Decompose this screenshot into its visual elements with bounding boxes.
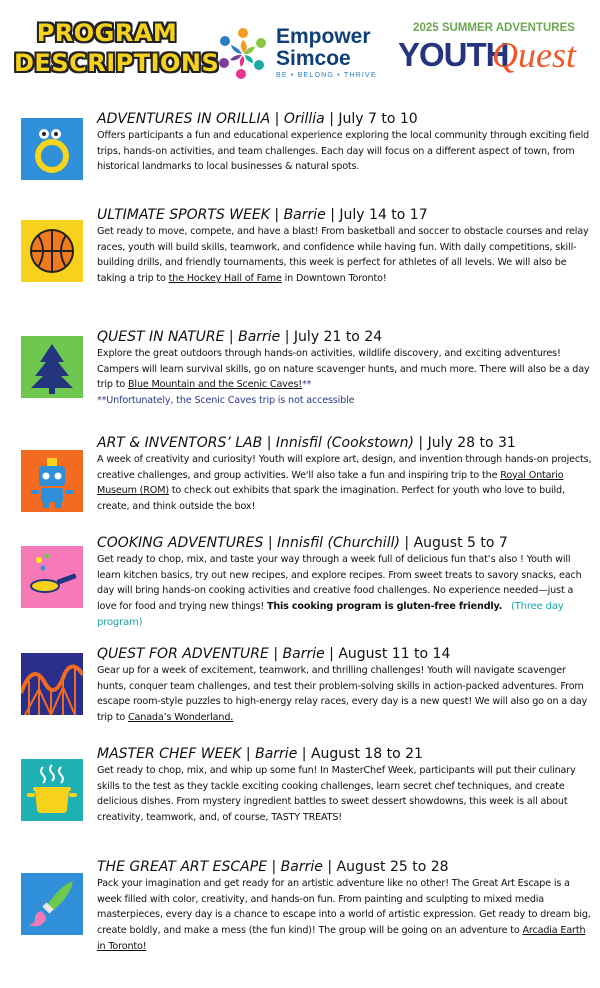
hockey-hall-link[interactable]: the Hockey Hall of Fame	[168, 273, 282, 285]
gluten-free-note: This cooking program is gluten-free friendly.	[266, 601, 503, 613]
program-description	[97, 128, 593, 175]
logo-name-line1: Empower	[276, 25, 371, 48]
program-location: Innisfil (Cookstown)	[275, 435, 414, 451]
program-description	[97, 224, 593, 287]
separator: |	[280, 329, 294, 345]
separator: |	[399, 535, 414, 551]
yq-subtitle: 2025 SUMMER ADVENTURES	[413, 22, 575, 34]
page-title	[14, 18, 220, 78]
program-title	[97, 328, 597, 346]
description-text: Gear up for a week of excitement, teamwork, and thrilling challenges! Youth will navigate scavenger hunts, conquer team challenges, and test their problem-solving skills in action-packed adventures. From escape room-style puzzles to high-energy relay races, every day is a new quest! We will also go on a day trip to	[97, 665, 588, 724]
robot-icon	[21, 450, 83, 512]
program-dates: July 28 to 31	[427, 435, 516, 451]
program-location: Innisfil (Churchill)	[277, 535, 400, 551]
program-name: ADVENTURES IN ORILLIA	[97, 111, 271, 127]
blue-mountain-link[interactable]: Blue Mountain and the Scenic Caves!	[128, 379, 303, 391]
description-text: to check out exhibits that spark the imagination. Perfect for youth who love to build, create, and think outside the box!	[97, 485, 565, 513]
program-name: QUEST IN NATURE	[97, 329, 225, 345]
note-marker: **	[302, 379, 312, 391]
ring-icon	[21, 118, 83, 180]
separator: |	[413, 435, 428, 451]
arcadia-earth-link[interactable]: Arcadia Earth in Toronto!	[97, 925, 586, 952]
separator: |	[269, 207, 284, 223]
basketball-icon	[21, 220, 83, 282]
separator: |	[263, 535, 278, 551]
program-location: Barrie	[238, 329, 281, 345]
program-description	[97, 452, 593, 515]
page-header	[0, 0, 600, 100]
program-name: QUEST FOR ADVENTURE	[97, 646, 269, 662]
program-location: Orillia	[283, 111, 325, 127]
program-dates: August 5 to 7	[413, 535, 508, 551]
logo-name-line2: Simcoe	[276, 47, 351, 70]
separator: |	[324, 646, 339, 662]
program-title	[97, 858, 597, 876]
paintbrush-icon	[21, 873, 83, 935]
separator: |	[262, 435, 276, 451]
program-dates: August 11 to 14	[338, 646, 451, 662]
program-dates: August 25 to 28	[336, 859, 449, 875]
program-name: ULTIMATE SPORTS WEEK	[97, 207, 270, 223]
program-description	[97, 663, 593, 726]
accessibility-note: **Unfortunately, the Scenic Caves trip is not accessible	[97, 395, 355, 407]
page-title-line1: PROGRAM	[36, 19, 178, 47]
program-description	[97, 876, 593, 955]
youth-quest-logo	[396, 22, 592, 86]
program-description	[97, 346, 593, 409]
wonderland-link[interactable]: Canada’s Wonderland.	[128, 712, 234, 724]
program-dates: July 7 to 10	[338, 111, 418, 127]
logo-tagline: BE • BELONG • THRIVE	[276, 72, 377, 79]
tree-icon	[21, 336, 83, 398]
description-text: Offers participants a fun and educational experience exploring the local community through exciting field trips, hands-on activities, and team challenges. Each day will focus on a different aspect of town, from historical landmarks to local businesses & natural spots.	[97, 130, 590, 173]
separator: |	[322, 859, 337, 875]
program-dates: August 18 to 21	[310, 746, 423, 762]
separator: |	[224, 329, 239, 345]
program-location: Barrie	[282, 646, 325, 662]
description-text: A week of creativity and curiosity! Youth will explore art, design, and invention through hands-on projects, creative challenges, and group activities. We'll also take a fun and inspiring trip to the	[97, 454, 592, 481]
empower-simcoe-logo	[214, 24, 388, 86]
program-location: Barrie	[280, 859, 323, 875]
rom-link[interactable]: Royal Ontario Museum (ROM)	[97, 469, 564, 497]
separator: |	[297, 746, 311, 762]
description-text: Get ready to chop, mix, and whip up some fun! In MasterChef Week, participants will put their culinary skills to the test as they tackle exciting cooking challenges, learn secret chef techniques, and create delicious dishes. From mystery ingredient battles to sweet dessert showdowns, this week is all about creativity, teamwork, and, of course, TASTY TREATS!	[97, 765, 576, 824]
logo-wordmark	[276, 26, 371, 70]
description-text: Get ready to move, compete, and have a blast! From basketball and soccer to obstacle courses and relay races, youth will build skills, teamwork, and confidence while having fun. With daily competitions, skill-building drills, and friendly tournaments, this week is perfect for athletes of all levels. We will also be taking a trip to	[97, 226, 589, 285]
separator: |	[270, 111, 284, 127]
program-description	[97, 763, 593, 826]
program-name: MASTER CHEF WEEK	[97, 746, 242, 762]
program-title	[97, 645, 597, 663]
program-title	[97, 206, 597, 224]
page-title-line2: DESCRIPTIONS	[14, 49, 220, 77]
program-title	[97, 110, 597, 128]
duration-note: (Three day program)	[97, 601, 564, 628]
yq-youth: YOUTH	[398, 36, 509, 73]
separator: |	[268, 646, 283, 662]
separator: |	[325, 207, 340, 223]
program-title	[97, 745, 597, 763]
program-dates: July 21 to 24	[293, 329, 383, 345]
description-text: Get ready to chop, mix, and taste your way through a week full of delicious fun that’s also ! Youth will learn kitchen basics, try out new recipes, and explore recipes. From sweet treats to savory snacks, each day will bring hands-on cooking activities and creative food challenges. No experience needed—just a love for food and trying new things!	[97, 554, 582, 613]
cooking-pot-icon	[21, 759, 83, 821]
program-description	[97, 552, 593, 631]
frying-pan-icon	[21, 546, 83, 608]
separator: |	[324, 111, 339, 127]
program-name: COOKING ADVENTURES	[97, 535, 264, 551]
description-text: Explore the great outdoors through hands-on activities, wildlife discovery, and exciting adventures! Campers will learn survival skills, go on nature scavenger hunts, and much more. There will also be a day trip to	[97, 348, 590, 391]
program-location: Barrie	[283, 207, 326, 223]
people-circle-icon	[214, 24, 272, 82]
program-dates: July 14 to 17	[339, 207, 428, 223]
description-text: in Downtown Toronto!	[281, 273, 387, 285]
program-name: THE GREAT ART ESCAPE	[97, 859, 268, 875]
separator: |	[267, 859, 281, 875]
separator: |	[241, 746, 256, 762]
yq-quest: Quest	[492, 35, 576, 75]
program-location: Barrie	[255, 746, 298, 762]
description-text: Pack your imagination and get ready for an artistic adventure like no other! The Great Art Escape is a week filled with color, creativity, and hands-on fun. From painting and sculpting to mixed media masterpieces, every day is a chance to escape into a world of artistic expression. Get ready to dream big, create boldly, and make a mess (the fun kind)! The group will be going on an adventure to	[97, 878, 591, 937]
program-title	[97, 434, 597, 452]
roller-coaster-icon	[21, 653, 83, 715]
program-title	[97, 534, 597, 552]
program-name: ART & INVENTORS’ LAB	[97, 435, 263, 451]
